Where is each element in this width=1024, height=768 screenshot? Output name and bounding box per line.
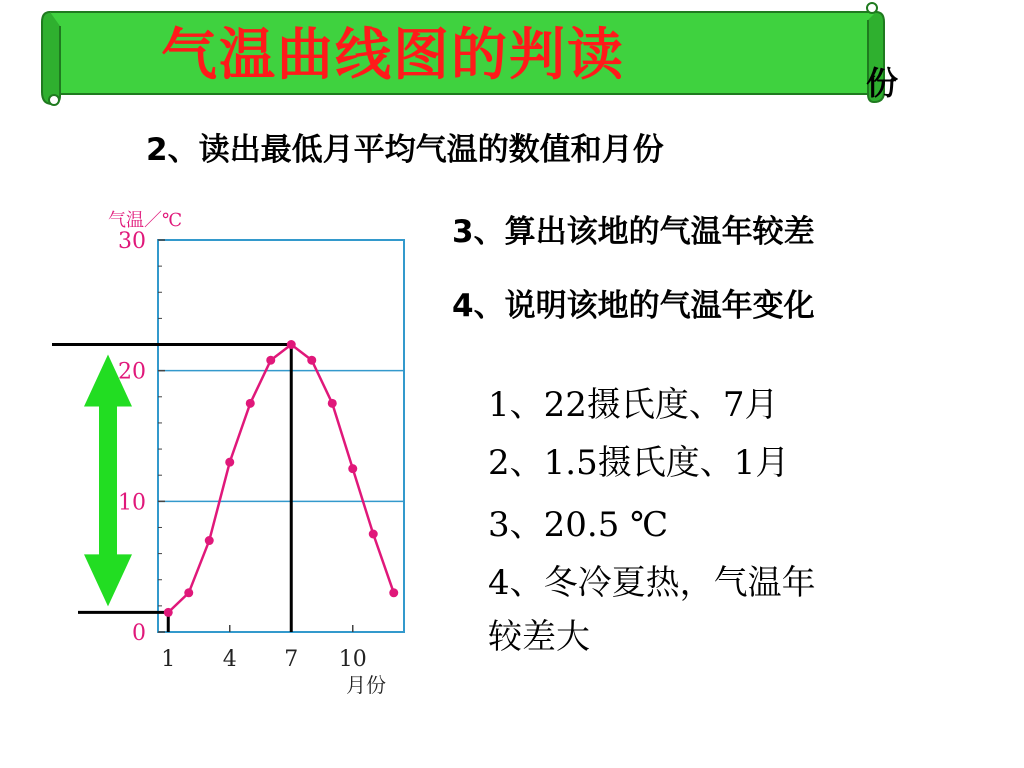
- answer-3: 3、20.5 ℃: [488, 505, 669, 545]
- answer-4-continued: 较差大: [488, 617, 590, 657]
- data-point-month-8: [307, 356, 316, 365]
- data-point-month-4: [225, 458, 234, 467]
- data-point-month-2: [184, 588, 193, 597]
- x-tick-label: 1: [161, 647, 176, 672]
- answer-2: 2、1.5摄氏度、1月: [488, 443, 790, 483]
- page-title: 气温曲线图的判读: [161, 23, 625, 88]
- data-point-month-9: [328, 399, 337, 408]
- y-tick-label: 0: [132, 621, 146, 646]
- data-point-month-11: [369, 530, 378, 539]
- covered-question-tail: 份: [866, 64, 899, 102]
- data-point-month-5: [246, 399, 255, 408]
- data-point-month-6: [266, 356, 275, 365]
- temperature-series-line: [168, 345, 394, 613]
- x-tick-label: 7: [284, 647, 299, 672]
- question-2: 2、读出最低月平均气温的数值和月份: [146, 132, 664, 168]
- plot-frame: [158, 240, 404, 632]
- y-tick-label: 20: [118, 359, 146, 385]
- data-point-month-1: [164, 608, 173, 617]
- question-3: 3、算出该地的气温年较差: [452, 214, 815, 250]
- y-tick-label: 30: [118, 229, 146, 254]
- data-point-month-3: [205, 536, 214, 545]
- x-axis-label: 月份: [346, 673, 386, 697]
- x-tick-label: 10: [338, 647, 367, 672]
- y-tick-label: 10: [118, 490, 146, 516]
- answer-4: 4、冬冷夏热，气温年: [488, 563, 816, 603]
- data-point-month-12: [389, 588, 398, 597]
- data-point-month-7: [287, 340, 296, 349]
- data-point-month-10: [348, 464, 357, 473]
- question-4: 4、说明该地的气温年变化: [452, 288, 815, 324]
- x-tick-label: 4: [222, 647, 237, 672]
- answer-1: 1、22摄氏度、7月: [488, 385, 779, 425]
- range-double-arrow: [84, 355, 132, 607]
- y-axis-label: 气温／℃: [108, 210, 183, 231]
